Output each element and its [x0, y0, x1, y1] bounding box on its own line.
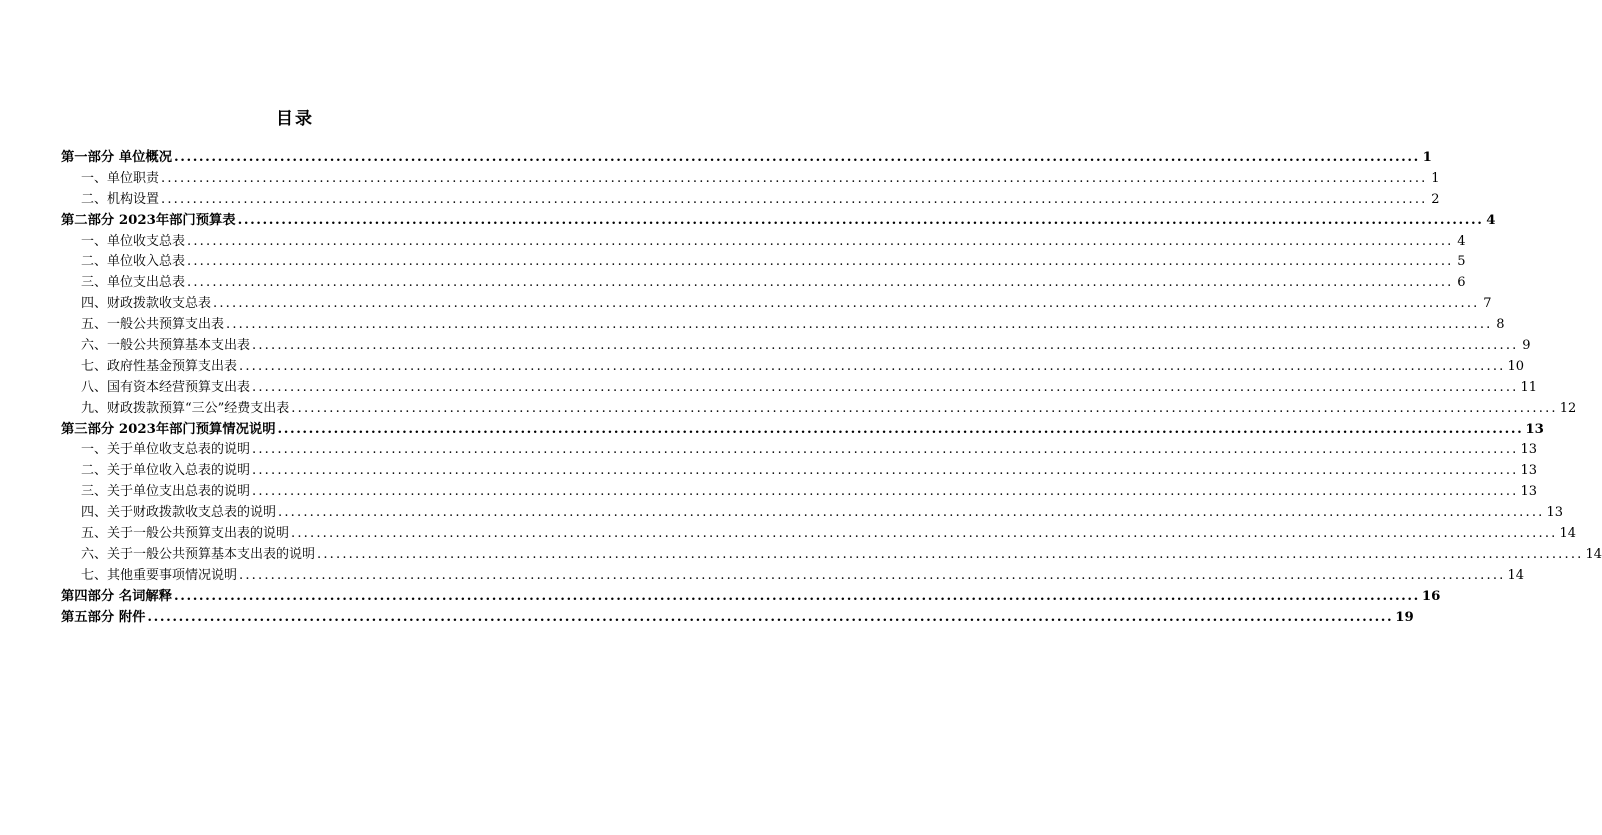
toc-dot-leader: ........................................................................................................................................................................................................: [278, 505, 1545, 521]
toc-page-number: 19: [1395, 609, 1414, 625]
toc-subsection-entry[interactable]: [61, 169, 1440, 190]
toc-dot-leader: ........................................................................................................................................................................................................: [174, 150, 1420, 165]
toc-entry-label: 一、单位职责: [81, 170, 160, 186]
toc-entry-label: 第四部分 名词解释: [61, 588, 173, 604]
toc-section-entry[interactable]: [61, 608, 1414, 629]
table-of-contents: [61, 148, 1602, 628]
toc-subsection-entry[interactable]: [61, 461, 1538, 482]
toc-entry-label: 二、单位收入总表: [81, 254, 186, 270]
toc-dot-leader: ........................................................................................................................................................................................................: [239, 567, 1506, 583]
toc-page-number: 5: [1457, 254, 1466, 270]
toc-page-number: 13: [1520, 463, 1538, 479]
toc-page-number: 11: [1520, 379, 1538, 395]
toc-dot-leader: ........................................................................................................................................................................................................: [187, 254, 1454, 270]
toc-dot-leader: ........................................................................................................................................................................................................: [147, 609, 1394, 625]
toc-entry-label: 五、关于一般公共预算支出表的说明: [81, 526, 290, 542]
toc-dot-leader: ........................................................................................................................................................................................................: [174, 588, 1420, 604]
toc-entry-label: 七、政府性基金预算支出表: [81, 358, 238, 374]
toc-subsection-entry[interactable]: [61, 190, 1440, 211]
toc-entry-label: 六、关于一般公共预算基本支出表的说明: [81, 546, 316, 562]
toc-dot-leader: ........................................................................................................................................................................................................: [161, 191, 1428, 207]
toc-section-entry[interactable]: [61, 148, 1432, 169]
toc-dot-leader: ........................................................................................................................................................................................................: [252, 484, 1519, 500]
toc-page-number: 4: [1486, 212, 1496, 228]
toc-subsection-entry[interactable]: [61, 545, 1602, 566]
toc-page-number: 6: [1457, 275, 1466, 291]
toc-page-number: 9: [1522, 338, 1531, 354]
toc-entry-label: 七、其他重要事项情况说明: [81, 567, 238, 583]
toc-page-number: 1: [1422, 150, 1432, 165]
toc-page-number: 1: [1431, 170, 1440, 186]
toc-dot-leader: ........................................................................................................................................................................................................: [252, 338, 1519, 354]
page-title: 目录: [276, 109, 314, 129]
toc-page-number: 4: [1457, 233, 1466, 249]
toc-dot-leader: ........................................................................................................................................................................................................: [252, 442, 1519, 458]
toc-page-number: 7: [1483, 296, 1492, 312]
toc-entry-label: 四、财政拨款收支总表: [81, 296, 212, 312]
toc-dot-leader: ........................................................................................................................................................................................................: [226, 317, 1493, 333]
toc-page-number: 13: [1520, 442, 1538, 458]
toc-page-number: 14: [1559, 526, 1577, 542]
toc-entry-label: 五、一般公共预算支出表: [81, 317, 225, 333]
toc-entry-label: 三、单位支出总表: [81, 275, 186, 291]
toc-page-number: 12: [1559, 400, 1577, 416]
toc-subsection-entry[interactable]: [61, 252, 1466, 273]
toc-subsection-entry[interactable]: [61, 232, 1466, 253]
toc-dot-leader: ........................................................................................................................................................................................................: [317, 546, 1584, 562]
toc-page-number: 13: [1520, 484, 1538, 500]
toc-dot-leader: ........................................................................................................................................................................................................: [187, 233, 1454, 249]
toc-entry-label: 一、单位收支总表: [81, 233, 186, 249]
toc-subsection-entry[interactable]: [61, 273, 1466, 294]
toc-page-number: 13: [1525, 421, 1544, 437]
toc-entry-label: 九、财政拨款预算“三公”经费支出表: [81, 400, 290, 416]
toc-dot-leader: ........................................................................................................................................................................................................: [277, 421, 1524, 437]
toc-entry-label: 三、关于单位支出总表的说明: [81, 484, 251, 500]
toc-entry-label: 四、关于财政拨款收支总表的说明: [81, 505, 277, 521]
toc-entry-label: 一、关于单位收支总表的说明: [81, 442, 251, 458]
toc-subsection-entry[interactable]: [61, 399, 1577, 420]
toc-dot-leader: ........................................................................................................................................................................................................: [291, 526, 1558, 542]
toc-dot-leader: ........................................................................................................................................................................................................: [252, 379, 1519, 395]
toc-page-number: 13: [1546, 505, 1564, 521]
toc-dot-leader: ........................................................................................................................................................................................................: [291, 400, 1558, 416]
toc-entry-label: 第三部分 2023年部门预算情况说明: [61, 421, 276, 437]
toc-dot-leader: ........................................................................................................................................................................................................: [252, 463, 1519, 479]
toc-subsection-entry[interactable]: [61, 482, 1538, 503]
toc-dot-leader: ........................................................................................................................................................................................................: [161, 170, 1428, 186]
toc-subsection-entry[interactable]: [61, 503, 1564, 524]
toc-page-number: 8: [1496, 317, 1505, 333]
toc-entry-label: 第二部分 2023年部门预算表: [61, 212, 236, 228]
toc-subsection-entry[interactable]: [61, 378, 1538, 399]
toc-subsection-entry[interactable]: [61, 294, 1492, 315]
toc-subsection-entry[interactable]: [61, 524, 1577, 545]
toc-entry-label: 第一部分 单位概况: [61, 150, 173, 165]
toc-entry-label: 六、一般公共预算基本支出表: [81, 338, 251, 354]
toc-section-entry[interactable]: [61, 587, 1441, 608]
toc-dot-leader: ........................................................................................................................................................................................................: [213, 296, 1480, 312]
toc-page-number: 16: [1421, 588, 1441, 604]
toc-entry-label: 二、机构设置: [81, 191, 160, 207]
toc-dot-leader: ........................................................................................................................................................................................................: [237, 212, 1484, 228]
toc-section-entry[interactable]: [61, 211, 1496, 232]
toc-entry-label: 二、关于单位收入总表的说明: [81, 463, 251, 479]
toc-section-entry[interactable]: [61, 420, 1544, 441]
toc-dot-leader: ........................................................................................................................................................................................................: [239, 358, 1506, 374]
toc-page-number: 10: [1507, 358, 1525, 374]
toc-dot-leader: ........................................................................................................................................................................................................: [187, 275, 1454, 291]
toc-subsection-entry[interactable]: [61, 336, 1531, 357]
toc-page-number: 14: [1585, 546, 1602, 562]
toc-subsection-entry[interactable]: [61, 357, 1525, 378]
toc-subsection-entry[interactable]: [61, 315, 1505, 336]
toc-subsection-entry[interactable]: [61, 566, 1525, 587]
toc-page-number: 2: [1431, 191, 1440, 207]
toc-entry-label: 第五部分 附件: [61, 609, 146, 625]
toc-page-number: 14: [1507, 567, 1525, 583]
toc-subsection-entry[interactable]: [61, 440, 1538, 461]
toc-entry-label: 八、国有资本经营预算支出表: [81, 379, 251, 395]
